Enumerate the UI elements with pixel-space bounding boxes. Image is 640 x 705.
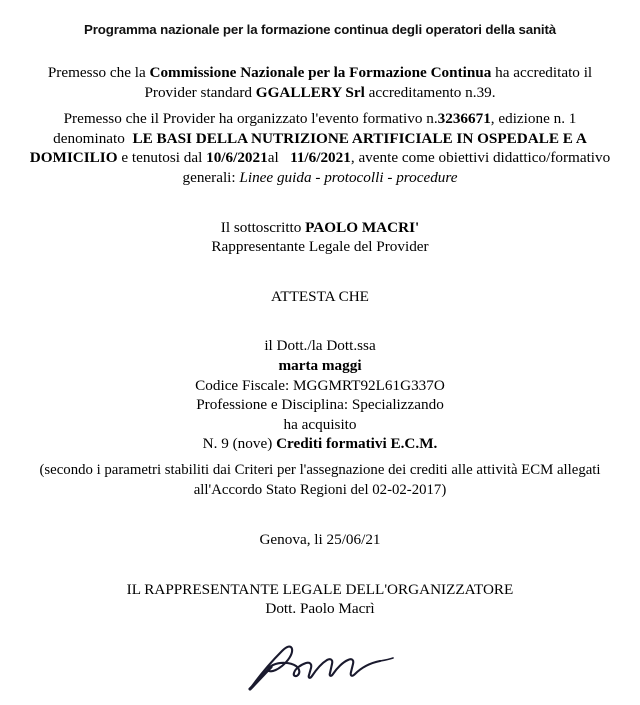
event-number: 3236671 bbox=[437, 110, 491, 128]
handwritten-signature-icon bbox=[238, 639, 408, 695]
event-lead-text: Premesso che il Provider ha organizzato l'evento formativo n. bbox=[63, 110, 438, 128]
premessa-evento-paragraph bbox=[0, 109, 640, 187]
spacer bbox=[0, 454, 640, 461]
credits-label: Crediti formativi E.C.M. bbox=[276, 435, 438, 453]
accreditation-number-text: accreditamento n.39. bbox=[364, 83, 496, 101]
signer-name: Dott. Paolo Macrì bbox=[265, 600, 375, 618]
recipient-fiscal-code-line bbox=[0, 376, 640, 396]
provider-name: GGALLERY Srl bbox=[255, 83, 365, 101]
premessa-lead-text: Premesso che la bbox=[47, 64, 150, 81]
event-edition-text: , edizione n. 1 denominato bbox=[53, 110, 577, 147]
recipient-name: marta maggi bbox=[278, 356, 362, 374]
recipient-salutation: il Dott./la Dott.ssa bbox=[264, 337, 376, 355]
spacer bbox=[0, 38, 640, 63]
event-date-to: 11/6/2021 bbox=[290, 149, 351, 167]
spacer bbox=[0, 500, 640, 530]
event-date-separator: al bbox=[267, 149, 279, 167]
undersigned-name: PAOLO MACRI' bbox=[305, 218, 420, 236]
undersigned-line bbox=[0, 218, 640, 238]
event-held-text: e tenutosi dal bbox=[117, 149, 207, 167]
spacer bbox=[0, 257, 640, 287]
profession-label: Professione e Disciplina: bbox=[196, 396, 352, 414]
attests-heading: ATTESTA CHE bbox=[271, 287, 369, 305]
fiscal-code-label: Codice Fiscale: bbox=[195, 376, 294, 394]
fiscal-code-value: MGGMRT92L61G337O bbox=[293, 376, 445, 394]
premessa-accreditamento-paragraph bbox=[0, 63, 640, 102]
place-and-date: Genova, li 25/06/21 bbox=[259, 531, 381, 549]
page-title: Programma nazionale per la formazione continua degli operatori della sanità bbox=[84, 22, 556, 37]
criteria-line-2: all'Accordo Stato Regioni del 02-02-2017) bbox=[193, 481, 447, 498]
event-title: LE BASI DELLA NUTRIZIONE ARTIFICIALE IN OSPEDALE E A DOMICILIO bbox=[29, 129, 587, 167]
spacer bbox=[0, 550, 640, 580]
event-objectives-lead: , avente come obiettivi didattico/formativo generali: bbox=[182, 149, 611, 186]
spacer bbox=[0, 188, 640, 218]
signer-role: IL RAPPRESENTANTE LEGALE DELL'ORGANIZZATORE bbox=[126, 580, 514, 598]
credits-amount: N. 9 (nove) bbox=[202, 435, 277, 453]
recipient-profession-line bbox=[0, 395, 640, 415]
commission-name: Commissione Nazionale per la Formazione Continua bbox=[149, 64, 492, 81]
spacer bbox=[0, 619, 640, 635]
criteria-line-1: (secondo i parametri stabiliti dai Criteri per l'assegnazione dei crediti alle attività ECM allegati bbox=[39, 461, 601, 478]
spacer bbox=[0, 102, 640, 109]
premessa-middle-text: ha accreditato il Provider standard bbox=[144, 64, 593, 101]
credits-line bbox=[0, 434, 640, 454]
undersigned-role: Rappresentante Legale del Provider bbox=[211, 238, 429, 256]
event-date-from: 10/6/2021 bbox=[206, 149, 268, 167]
spacer bbox=[0, 306, 640, 336]
undersigned-label: Il sottoscritto bbox=[220, 218, 306, 236]
event-objectives: Linee guida - protocolli - procedure bbox=[239, 168, 458, 186]
acquired-text: ha acquisito bbox=[283, 415, 357, 433]
profession-value: Specializzando bbox=[351, 396, 444, 414]
signature-area bbox=[0, 635, 640, 705]
